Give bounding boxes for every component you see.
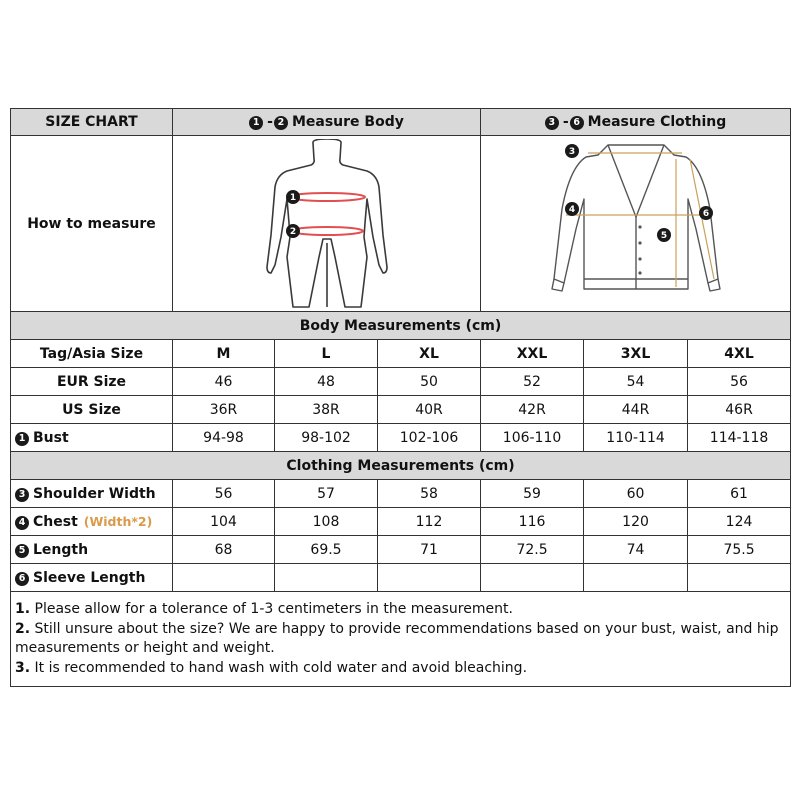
mark-icon: 6 bbox=[570, 116, 584, 130]
table-cell: 38R bbox=[275, 396, 378, 424]
table-cell: 58 bbox=[378, 480, 481, 508]
table-cell: 61 bbox=[688, 480, 791, 508]
table-cell: 60 bbox=[584, 480, 688, 508]
body-section-row bbox=[11, 312, 791, 340]
note-item: 1. Please allow for a tolerance of 1-3 centimeters in the measurement. bbox=[15, 601, 513, 617]
measure-body-header: 1 - 2 Measure Body bbox=[173, 109, 481, 136]
size-header-cell: L bbox=[275, 340, 378, 368]
mark-icon: 1 bbox=[249, 116, 263, 130]
table-cell: 120 bbox=[584, 508, 688, 536]
clothing-section-row bbox=[11, 452, 791, 480]
table-cell bbox=[173, 564, 275, 592]
svg-text:1: 1 bbox=[289, 192, 296, 203]
table-cell: 98-102 bbox=[275, 424, 378, 452]
svg-text:2: 2 bbox=[289, 226, 296, 237]
table-cell: 72.5 bbox=[481, 536, 584, 564]
body-section-title: Body Measurements (cm) bbox=[11, 312, 791, 340]
note-item: 2. Still unsure about the size? We are happy to provide recommendations based on your bust, waist, and hip measurements or height and weight. bbox=[15, 620, 779, 656]
note-item: 3. It is recommended to hand wash with cold water and avoid bleaching. bbox=[15, 659, 528, 676]
svg-text:5: 5 bbox=[660, 230, 667, 241]
table-cell: 94-98 bbox=[173, 424, 275, 452]
table-cell: 54 bbox=[584, 368, 688, 396]
table-cell bbox=[275, 564, 378, 592]
table-row bbox=[11, 564, 791, 592]
table-cell bbox=[378, 564, 481, 592]
size-label: Tag/Asia Size bbox=[11, 340, 173, 368]
clothing-diagram-cell bbox=[481, 136, 791, 312]
table-cell: 68 bbox=[173, 536, 275, 564]
table-row bbox=[11, 424, 791, 452]
size-chart-table bbox=[10, 108, 791, 687]
header-row bbox=[11, 109, 791, 136]
clothing-section-title: Clothing Measurements (cm) bbox=[11, 452, 791, 480]
table-cell: 40R bbox=[378, 396, 481, 424]
table-cell: 48 bbox=[275, 368, 378, 396]
table-row bbox=[11, 536, 791, 564]
table-cell: 46 bbox=[173, 368, 275, 396]
table-cell: 116 bbox=[481, 508, 584, 536]
table-cell: 42R bbox=[481, 396, 584, 424]
diagram-row bbox=[11, 136, 791, 312]
table-cell bbox=[481, 564, 584, 592]
table-cell: 46R bbox=[688, 396, 791, 424]
svg-text:3: 3 bbox=[568, 146, 575, 157]
row-label: 3 Shoulder Width bbox=[11, 480, 173, 508]
table-cell: 56 bbox=[173, 480, 275, 508]
table-cell: 57 bbox=[275, 480, 378, 508]
table-cell: 69.5 bbox=[275, 536, 378, 564]
row-label: 4 Chest (Width*2) bbox=[11, 508, 173, 536]
svg-text:4: 4 bbox=[568, 204, 575, 215]
row-label: 1 Bust bbox=[11, 424, 173, 452]
mark-icon: 4 bbox=[15, 516, 29, 530]
size-header-cell: M bbox=[173, 340, 275, 368]
table-cell: 36R bbox=[173, 396, 275, 424]
size-chart-title: SIZE CHART bbox=[11, 109, 173, 136]
body-diagram-cell bbox=[173, 136, 481, 312]
mark-icon: 5 bbox=[15, 544, 29, 558]
table-cell: 124 bbox=[688, 508, 791, 536]
table-cell: 59 bbox=[481, 480, 584, 508]
mark-icon: 3 bbox=[545, 116, 559, 130]
table-cell: 108 bbox=[275, 508, 378, 536]
svg-text:6: 6 bbox=[702, 208, 709, 219]
table-cell: 114-118 bbox=[688, 424, 791, 452]
table-cell: 75.5 bbox=[688, 536, 791, 564]
table-row bbox=[11, 368, 791, 396]
table-cell: 112 bbox=[378, 508, 481, 536]
body-figure-icon bbox=[227, 139, 427, 309]
table-cell bbox=[584, 564, 688, 592]
row-label: US Size bbox=[11, 396, 173, 424]
row-label: 6 Sleeve Length bbox=[11, 564, 173, 592]
table-cell: 104 bbox=[173, 508, 275, 536]
size-header-cell: 3XL bbox=[584, 340, 688, 368]
mark-icon: 1 bbox=[15, 432, 29, 446]
table-cell: 106-110 bbox=[481, 424, 584, 452]
mark-icon: 3 bbox=[15, 488, 29, 502]
size-header-cell: XL bbox=[378, 340, 481, 368]
row-label: 5 Length bbox=[11, 536, 173, 564]
table-cell: 74 bbox=[584, 536, 688, 564]
table-cell: 102-106 bbox=[378, 424, 481, 452]
notes-row bbox=[11, 592, 791, 687]
size-row bbox=[11, 340, 791, 368]
table-cell bbox=[688, 564, 791, 592]
table-row bbox=[11, 480, 791, 508]
how-to-measure-label: How to measure bbox=[11, 136, 173, 312]
table-row bbox=[11, 396, 791, 424]
size-header-cell: 4XL bbox=[688, 340, 791, 368]
row-label: EUR Size bbox=[11, 368, 173, 396]
row-note: (Width*2) bbox=[83, 513, 153, 529]
table-cell: 44R bbox=[584, 396, 688, 424]
table-cell: 50 bbox=[378, 368, 481, 396]
table-cell: 71 bbox=[378, 536, 481, 564]
table-row bbox=[11, 508, 791, 536]
measure-clothing-header: 3 - 6 Measure Clothing bbox=[481, 109, 791, 136]
size-header-cell: XXL bbox=[481, 340, 584, 368]
table-cell: 56 bbox=[688, 368, 791, 396]
cardigan-figure-icon bbox=[526, 139, 746, 309]
table-cell: 52 bbox=[481, 368, 584, 396]
notes-cell bbox=[11, 592, 791, 687]
mark-icon: 6 bbox=[15, 572, 29, 586]
mark-icon: 2 bbox=[274, 116, 288, 130]
table-cell: 110-114 bbox=[584, 424, 688, 452]
